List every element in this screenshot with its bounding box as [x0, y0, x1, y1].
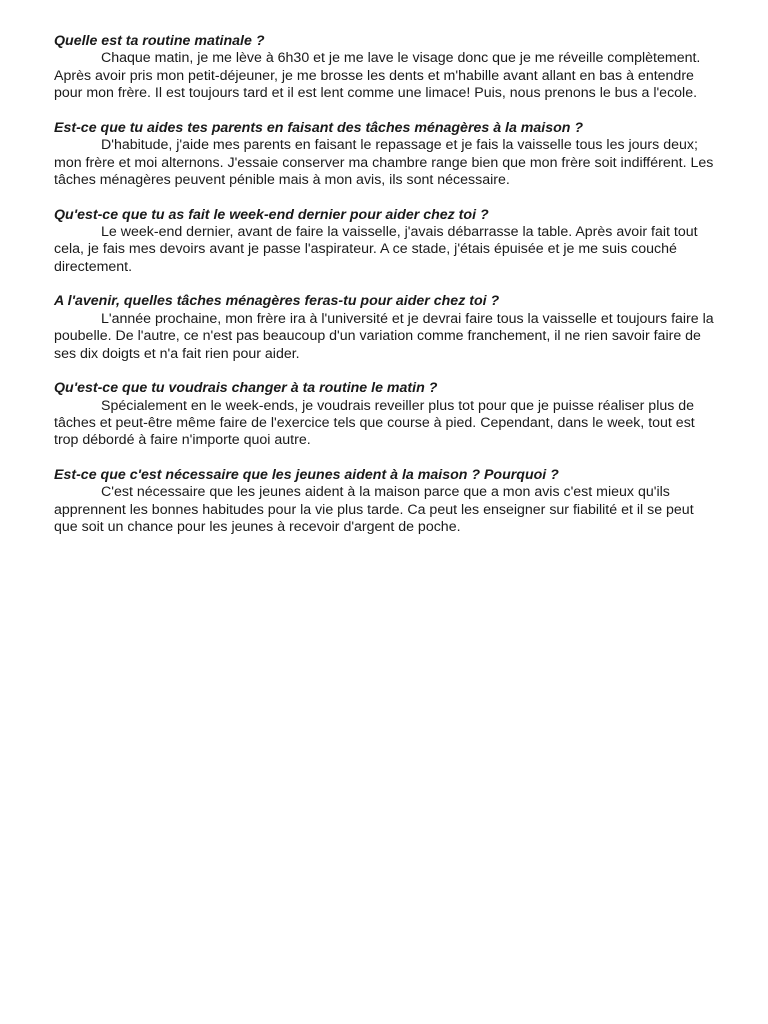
qa-section-morning-routine [54, 33, 716, 103]
question-heading: Quelle est ta routine matinale ? [54, 33, 265, 49]
question-heading: Est-ce que tu aides tes parents en faisant des tâches ménagères à la maison ? [54, 119, 584, 136]
question-heading: Est-ce que c'est nécessaire que les jeunes aident à la maison ? Pourquoi ? [54, 467, 559, 484]
answer-paragraph: Chaque matin, je me lève à 6h30 et je me lave le visage donc que je me réveille complètement. Après avoir pris mon petit-déjeuner, je me brosse les dents et m'habille avant allant en bas à entendre pour mon frère. Il est toujours tard et il est lent comme une limace! Puis, nous prenons le bus a l'ecole. [54, 50, 701, 102]
qa-section-help-parents [54, 120, 716, 190]
answer-paragraph: C'est nécessaire que les jeunes aident à la maison parce que a mon avis c'est mieux qu'ils apprennent les bonnes habitudes pour la vie plus tarde. Ca peut les enseigner sur fiabilité et il se peut que soit un chance pour les jeunes à recevoir d'argent de poche. [54, 484, 694, 536]
question-heading: A l'avenir, quelles tâches ménagères feras-tu pour aider chez toi ? [54, 293, 500, 310]
question-heading: Qu'est-ce que tu voudrais changer à ta routine le matin ? [54, 380, 438, 397]
qa-section-young-people-help [54, 467, 716, 537]
answer-paragraph: Le week-end dernier, avant de faire la vaisselle, j'avais débarrasse la table. Après avoir fait tout cela, je fais mes devoirs avant je passe l'aspirateur. A ce stade, j'étais épuisée et je me suis couché directement. [54, 224, 698, 275]
question-heading: Qu'est-ce que tu as fait le week-end dernier pour aider chez toi ? [54, 206, 489, 223]
answer-paragraph: Spécialement en le week-ends, je voudrais reveiller plus tot pour que je puisse réaliser plus de tâches et peut-être même faire de l'exercice tels que course à pied. Cependant, dans le week, tout est trop débordé à faire n'importe quoi autre. [54, 397, 695, 449]
qa-section-last-weekend [54, 207, 716, 277]
answer-paragraph: L'année prochaine, mon frère ira à l'université et je devrai faire tous la vaisselle et toujours faire la poubelle. De l'autre, ce n'est pas beaucoup d'un variation comme franchement, il ne rien savoir faire de ses dix doigts et n'a fait rien pour aider. [54, 310, 714, 362]
answer-paragraph: D'habitude, j'aide mes parents en faisant le repassage et je fais la vaisselle tous les jours deux; mon frère et moi alternons. J'essaie conserver ma chambre range bien que mon frère soit indifférent. Les tâches ménagères peuvent pénible mais à mon avis, ils sont nécessaire. [54, 137, 714, 189]
qa-section-change-routine [54, 380, 716, 450]
qa-section-future-chores [54, 293, 716, 363]
